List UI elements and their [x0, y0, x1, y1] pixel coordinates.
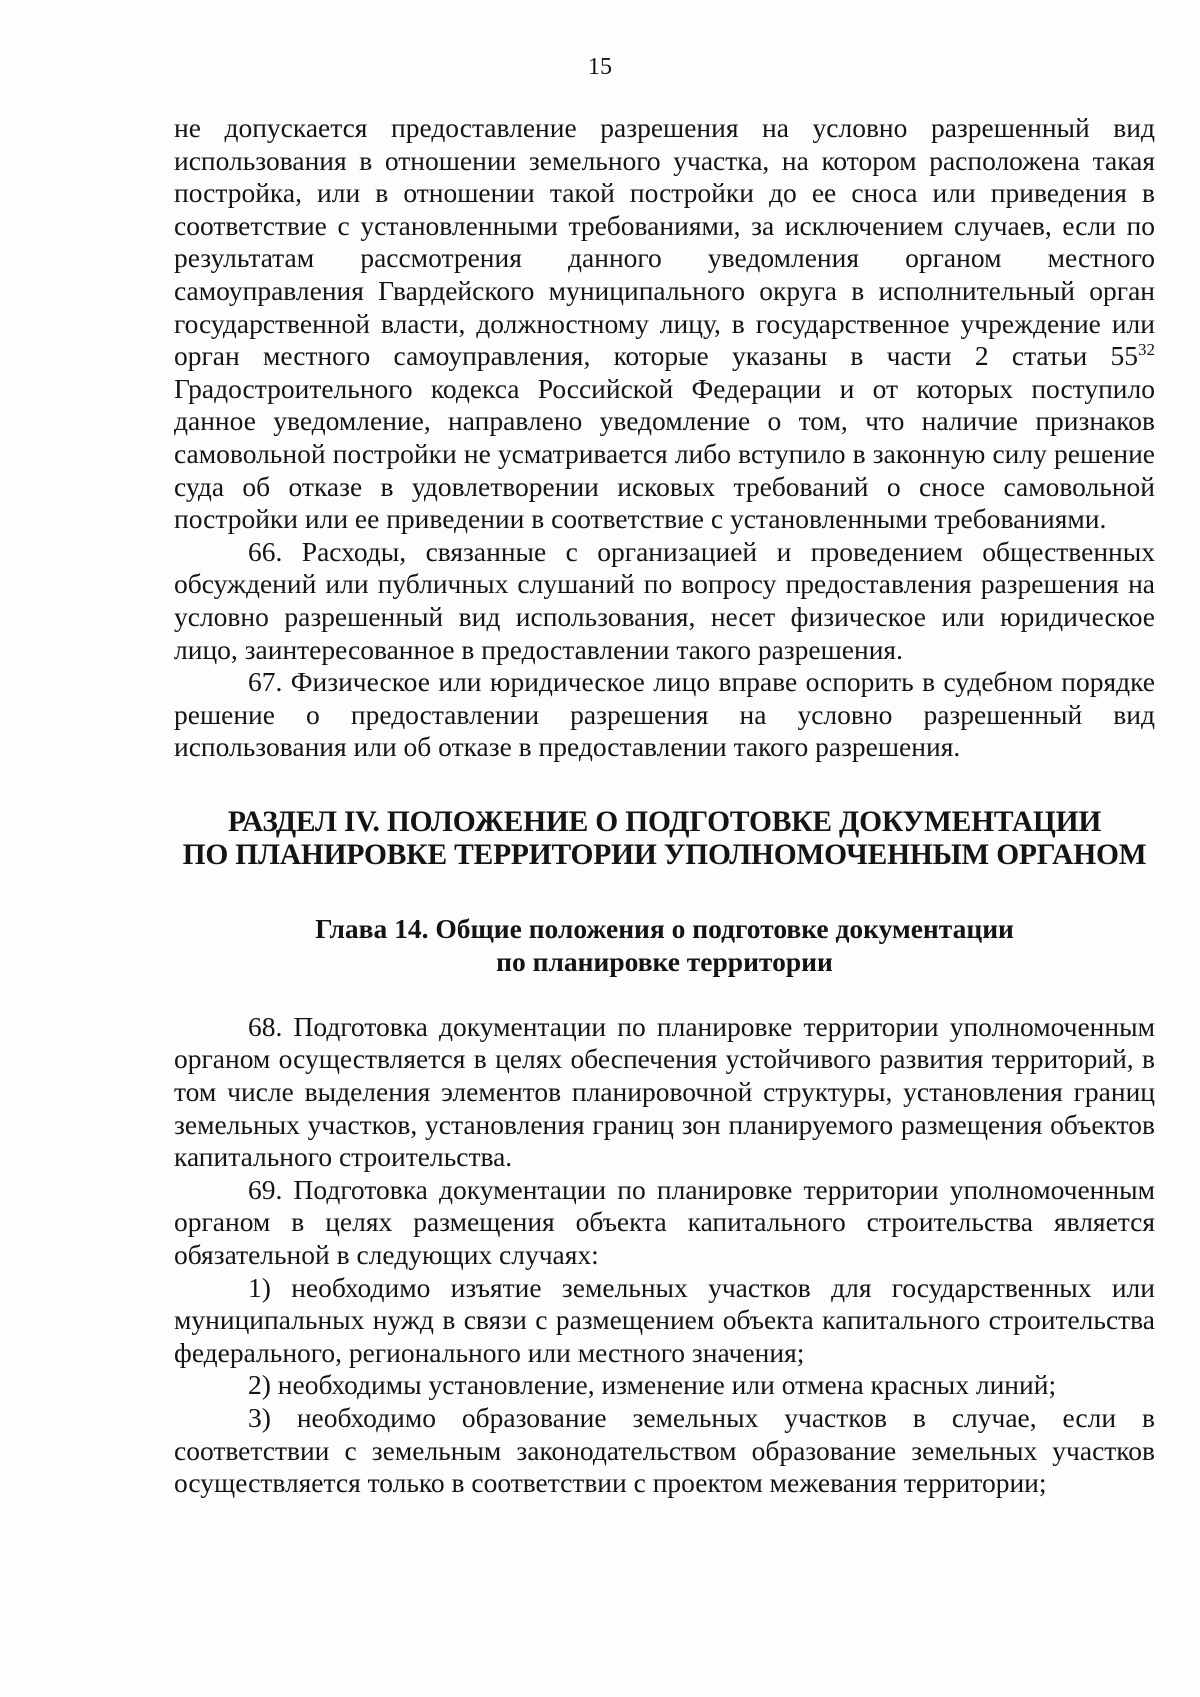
chapter-heading-line-1: Глава 14. Общие положения о подготовке документации: [315, 912, 1014, 944]
page-number: 15: [588, 54, 612, 80]
section-heading-line-2: ПО ПЛАНИРОВКЕ ТЕРРИТОРИИ УПОЛНОМОЧЕННЫМ ОРГАНОМ: [182, 838, 1147, 871]
section-heading: [174, 806, 1155, 872]
list-item-2: 2) необходимы установление, изменение или отмена красных линий;: [248, 1369, 1057, 1401]
paragraph-67: 67. Физическое или юридическое лицо вправе оспорить в судебном порядке решение о предоставлении разрешения на условно разрешенный вид использования или об отказе в предоставлении такого разрешения.: [174, 666, 1155, 763]
superscript: 32: [1137, 340, 1155, 359]
chapter-heading: [174, 912, 1155, 978]
paragraph-text: не допускается предоставление разрешения на условно разрешенный вид использования в отношении земельного участка, на котором расположена такая постройка, или в отношении такой постройки до ее сноса или приведения в соответствие с установленными требованиями, за исключением случаев, если по результатам рассмотрения данного уведомления органом местного самоуправления Гвардейского муниципального округа в исполнительный орган государственной власти, должностному лицу, в государственное учреждение или орган местного самоуправления, которые указаны в части 2 статьи 55: [174, 112, 1155, 372]
paragraph-continued: [174, 112, 1155, 536]
document-body: [174, 112, 1155, 1500]
paragraph-66: 66. Расходы, связанные с организацией и проведением общественных обсуждений или публичных слушаний по вопросу предоставления разрешения на условно разрешенный вид использования, несет физическое или юридическое лицо, заинтересованное в предоставлении такого разрешения.: [174, 535, 1155, 665]
paragraph-text-continued: Градостроительного кодекса Российской Федерации и от которых поступило данное уведомление, направлено уведомление о том, что наличие признаков самовольной постройки не усматривается либо вступило в законную силу решение суда об отказе в удовлетворении исковых требований о сносе самовольной постройки или ее приведении в соответствие с установленными требованиями.: [174, 372, 1155, 535]
paragraph-68: 68. Подготовка документации по планировке территории уполномоченным органом осуществляется в целях обеспечения устойчивого развития территорий, в том числе выделения элементов планировочной структуры, установления границ земельных участков, установления границ зон планируемого размещения объектов капитального строительства.: [174, 1010, 1155, 1173]
chapter-heading-line-2: по планировке территории: [496, 945, 833, 977]
list-item-1: 1) необходимо изъятие земельных участков для государственных или муниципальных нужд в связи с размещением объекта капитального строительства федерального, регионального или местного значения;: [174, 1271, 1155, 1368]
paragraph-69: 69. Подготовка документации по планировке территории уполномоченным органом в целях размещения объекта капитального строительства является обязательной в следующих случаях:: [174, 1173, 1155, 1271]
list-item-3: 3) необходимо образование земельных участков в случае, если в соответствии с земельным законодательством образование земельных участков осуществляется только в соответствии с проектом межевания территории;: [174, 1402, 1155, 1499]
section-heading-line-1: РАЗДЕЛ IV. ПОЛОЖЕНИЕ О ПОДГОТОВКЕ ДОКУМЕНТАЦИИ: [227, 805, 1102, 838]
